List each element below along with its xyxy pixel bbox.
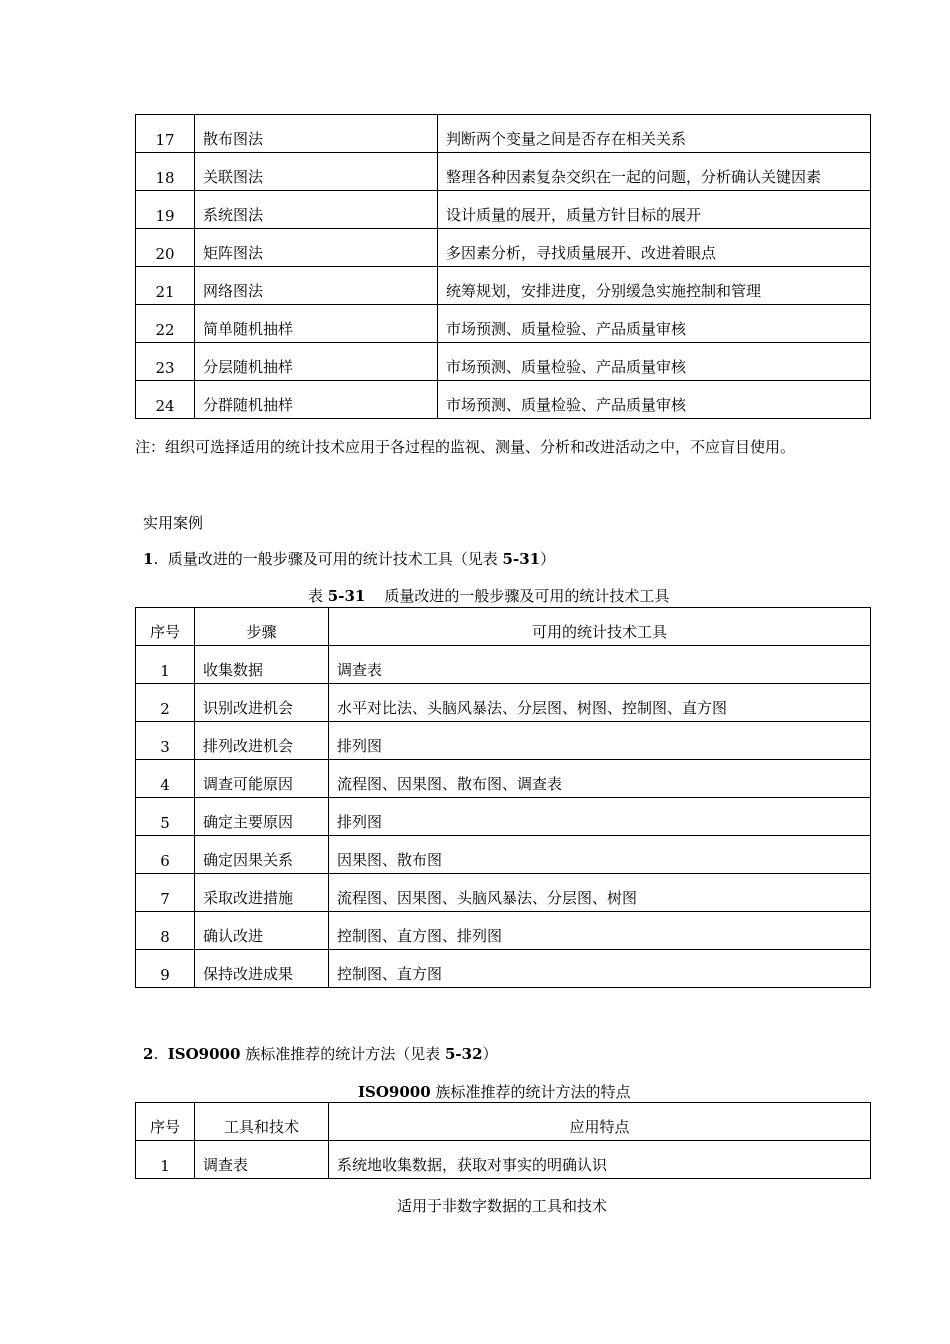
cell-use: 整理各种因素复杂交织在一起的问题，分析确认关键因素	[438, 153, 871, 191]
cell-step: 确认改进	[195, 912, 329, 950]
table-row	[136, 267, 871, 305]
cell-no: 17	[136, 115, 195, 153]
cell-step: 确定因果关系	[195, 836, 329, 874]
table-5-31-caption-number: 5-31	[327, 587, 366, 605]
cell-method: 简单随机抽样	[195, 305, 438, 343]
iso-table-caption-text: 族标准推荐的统计方法的特点	[430, 1083, 631, 1101]
table-row	[136, 950, 871, 988]
table-row	[136, 722, 871, 760]
statistical-methods-table	[135, 114, 871, 419]
table-5-31-caption-text: 质量改进的一般步骤及可用的统计技术工具	[384, 587, 670, 605]
cell-no: 9	[136, 950, 195, 988]
item-1-separator: .	[153, 550, 159, 568]
cell-tools: 流程图、因果图、散布图、调查表	[329, 760, 871, 798]
cell-no: 1	[136, 1141, 195, 1179]
cell-no: 4	[136, 760, 195, 798]
cell-no: 18	[136, 153, 195, 191]
cell-tools: 排列图	[329, 722, 871, 760]
item-1-table-ref: 5-31	[502, 550, 541, 568]
cell-no: 22	[136, 305, 195, 343]
iso-methods-table	[135, 1102, 871, 1179]
table-5-31-caption	[308, 585, 669, 606]
cell-step: 调查可能原因	[195, 760, 329, 798]
cell-use: 统筹规划，安排进度，分别缓急实施控制和管理	[438, 267, 871, 305]
table-note: 注：组织可选择适用的统计技术应用于各过程的监视、测量、分析和改进活动之中，不应盲目使用。	[135, 438, 796, 456]
cell-tools: 控制图、直方图、排列图	[329, 912, 871, 950]
cell-method: 网络图法	[195, 267, 438, 305]
iso-table-caption-iso: ISO9000	[358, 1083, 431, 1101]
header-no: 序号	[136, 608, 195, 646]
cell-no: 8	[136, 912, 195, 950]
cell-use: 市场预测、质量检验、产品质量审核	[438, 305, 871, 343]
item-2-heading	[143, 1043, 498, 1064]
cell-use: 市场预测、质量检验、产品质量审核	[438, 381, 871, 419]
cell-step: 采取改进措施	[195, 874, 329, 912]
cell-no: 2	[136, 684, 195, 722]
cell-no: 24	[136, 381, 195, 419]
cell-method: 关联图法	[195, 153, 438, 191]
cell-use: 市场预测、质量检验、产品质量审核	[438, 343, 871, 381]
cell-step: 保持改进成果	[195, 950, 329, 988]
item-1-text-end: ）	[540, 550, 556, 568]
improvement-steps-table	[135, 607, 871, 988]
cell-no: 3	[136, 722, 195, 760]
cell-step: 识别改进机会	[195, 684, 329, 722]
iso-methods-table-body	[136, 1141, 871, 1179]
table-row	[136, 646, 871, 684]
cell-method: 矩阵图法	[195, 229, 438, 267]
cell-no: 20	[136, 229, 195, 267]
table-row	[136, 191, 871, 229]
table-row	[136, 684, 871, 722]
cell-feature: 系统地收集数据，获取对事实的明确认识	[329, 1141, 871, 1179]
cell-step: 确定主要原因	[195, 798, 329, 836]
header-no: 序号	[136, 1103, 195, 1141]
table-row	[136, 229, 871, 267]
cell-method: 散布图法	[195, 115, 438, 153]
cell-no: 6	[136, 836, 195, 874]
cell-no: 1	[136, 646, 195, 684]
cell-method: 分层随机抽样	[195, 343, 438, 381]
cell-tools: 调查表	[329, 646, 871, 684]
header-step: 步骤	[195, 608, 329, 646]
item-2-number: 2	[143, 1045, 154, 1063]
header-tool: 工具和技术	[195, 1103, 329, 1141]
footer-caption: 适用于非数字数据的工具和技术	[396, 1197, 607, 1215]
header-feature: 应用特点	[329, 1103, 871, 1141]
item-2-separator: .	[153, 1045, 159, 1063]
item-2-text-end: ）	[482, 1045, 498, 1063]
table-row	[136, 115, 871, 153]
table-header-row	[136, 608, 871, 646]
cell-use: 设计质量的展开，质量方针目标的展开	[438, 191, 871, 229]
iso-table-caption	[358, 1081, 630, 1102]
table-5-31-caption-prefix: 表	[308, 587, 328, 605]
cell-no: 5	[136, 798, 195, 836]
table-row	[136, 1141, 871, 1179]
statistical-methods-table-body	[136, 115, 871, 419]
item-2-text: 族标准推荐的统计方法（见表	[240, 1045, 445, 1063]
cell-tools: 控制图、直方图	[329, 950, 871, 988]
cell-method: 系统图法	[195, 191, 438, 229]
cell-no: 19	[136, 191, 195, 229]
cell-use: 判断两个变量之间是否存在相关关系	[438, 115, 871, 153]
table-row	[136, 874, 871, 912]
cell-tool: 调查表	[195, 1141, 329, 1179]
cell-tools: 流程图、因果图、头脑风暴法、分层图、树图	[329, 874, 871, 912]
cell-no: 7	[136, 874, 195, 912]
cell-no: 21	[136, 267, 195, 305]
cell-tools: 水平对比法、头脑风暴法、分层图、树图、控制图、直方图	[329, 684, 871, 722]
item-2-table-ref: 5-32	[444, 1045, 483, 1063]
item-1-text: 质量改进的一般步骤及可用的统计技术工具（见表	[167, 550, 503, 568]
table-row	[136, 153, 871, 191]
section-title: 实用案例	[143, 514, 204, 532]
cell-step: 排列改进机会	[195, 722, 329, 760]
cell-method: 分群随机抽样	[195, 381, 438, 419]
improvement-steps-table-body	[136, 646, 871, 988]
item-1-heading	[143, 548, 555, 569]
item-1-number: 1	[143, 550, 154, 568]
table-row	[136, 798, 871, 836]
table-row	[136, 912, 871, 950]
cell-tools: 排列图	[329, 798, 871, 836]
item-2-iso: ISO9000	[167, 1045, 241, 1063]
table-row	[136, 836, 871, 874]
cell-tools: 因果图、散布图	[329, 836, 871, 874]
header-tools: 可用的统计技术工具	[329, 608, 871, 646]
cell-step: 收集数据	[195, 646, 329, 684]
cell-use: 多因素分析，寻找质量展开、改进着眼点	[438, 229, 871, 267]
table-row	[136, 343, 871, 381]
table-row	[136, 760, 871, 798]
table-row	[136, 305, 871, 343]
cell-no: 23	[136, 343, 195, 381]
table-row	[136, 381, 871, 419]
table-header-row	[136, 1103, 871, 1141]
